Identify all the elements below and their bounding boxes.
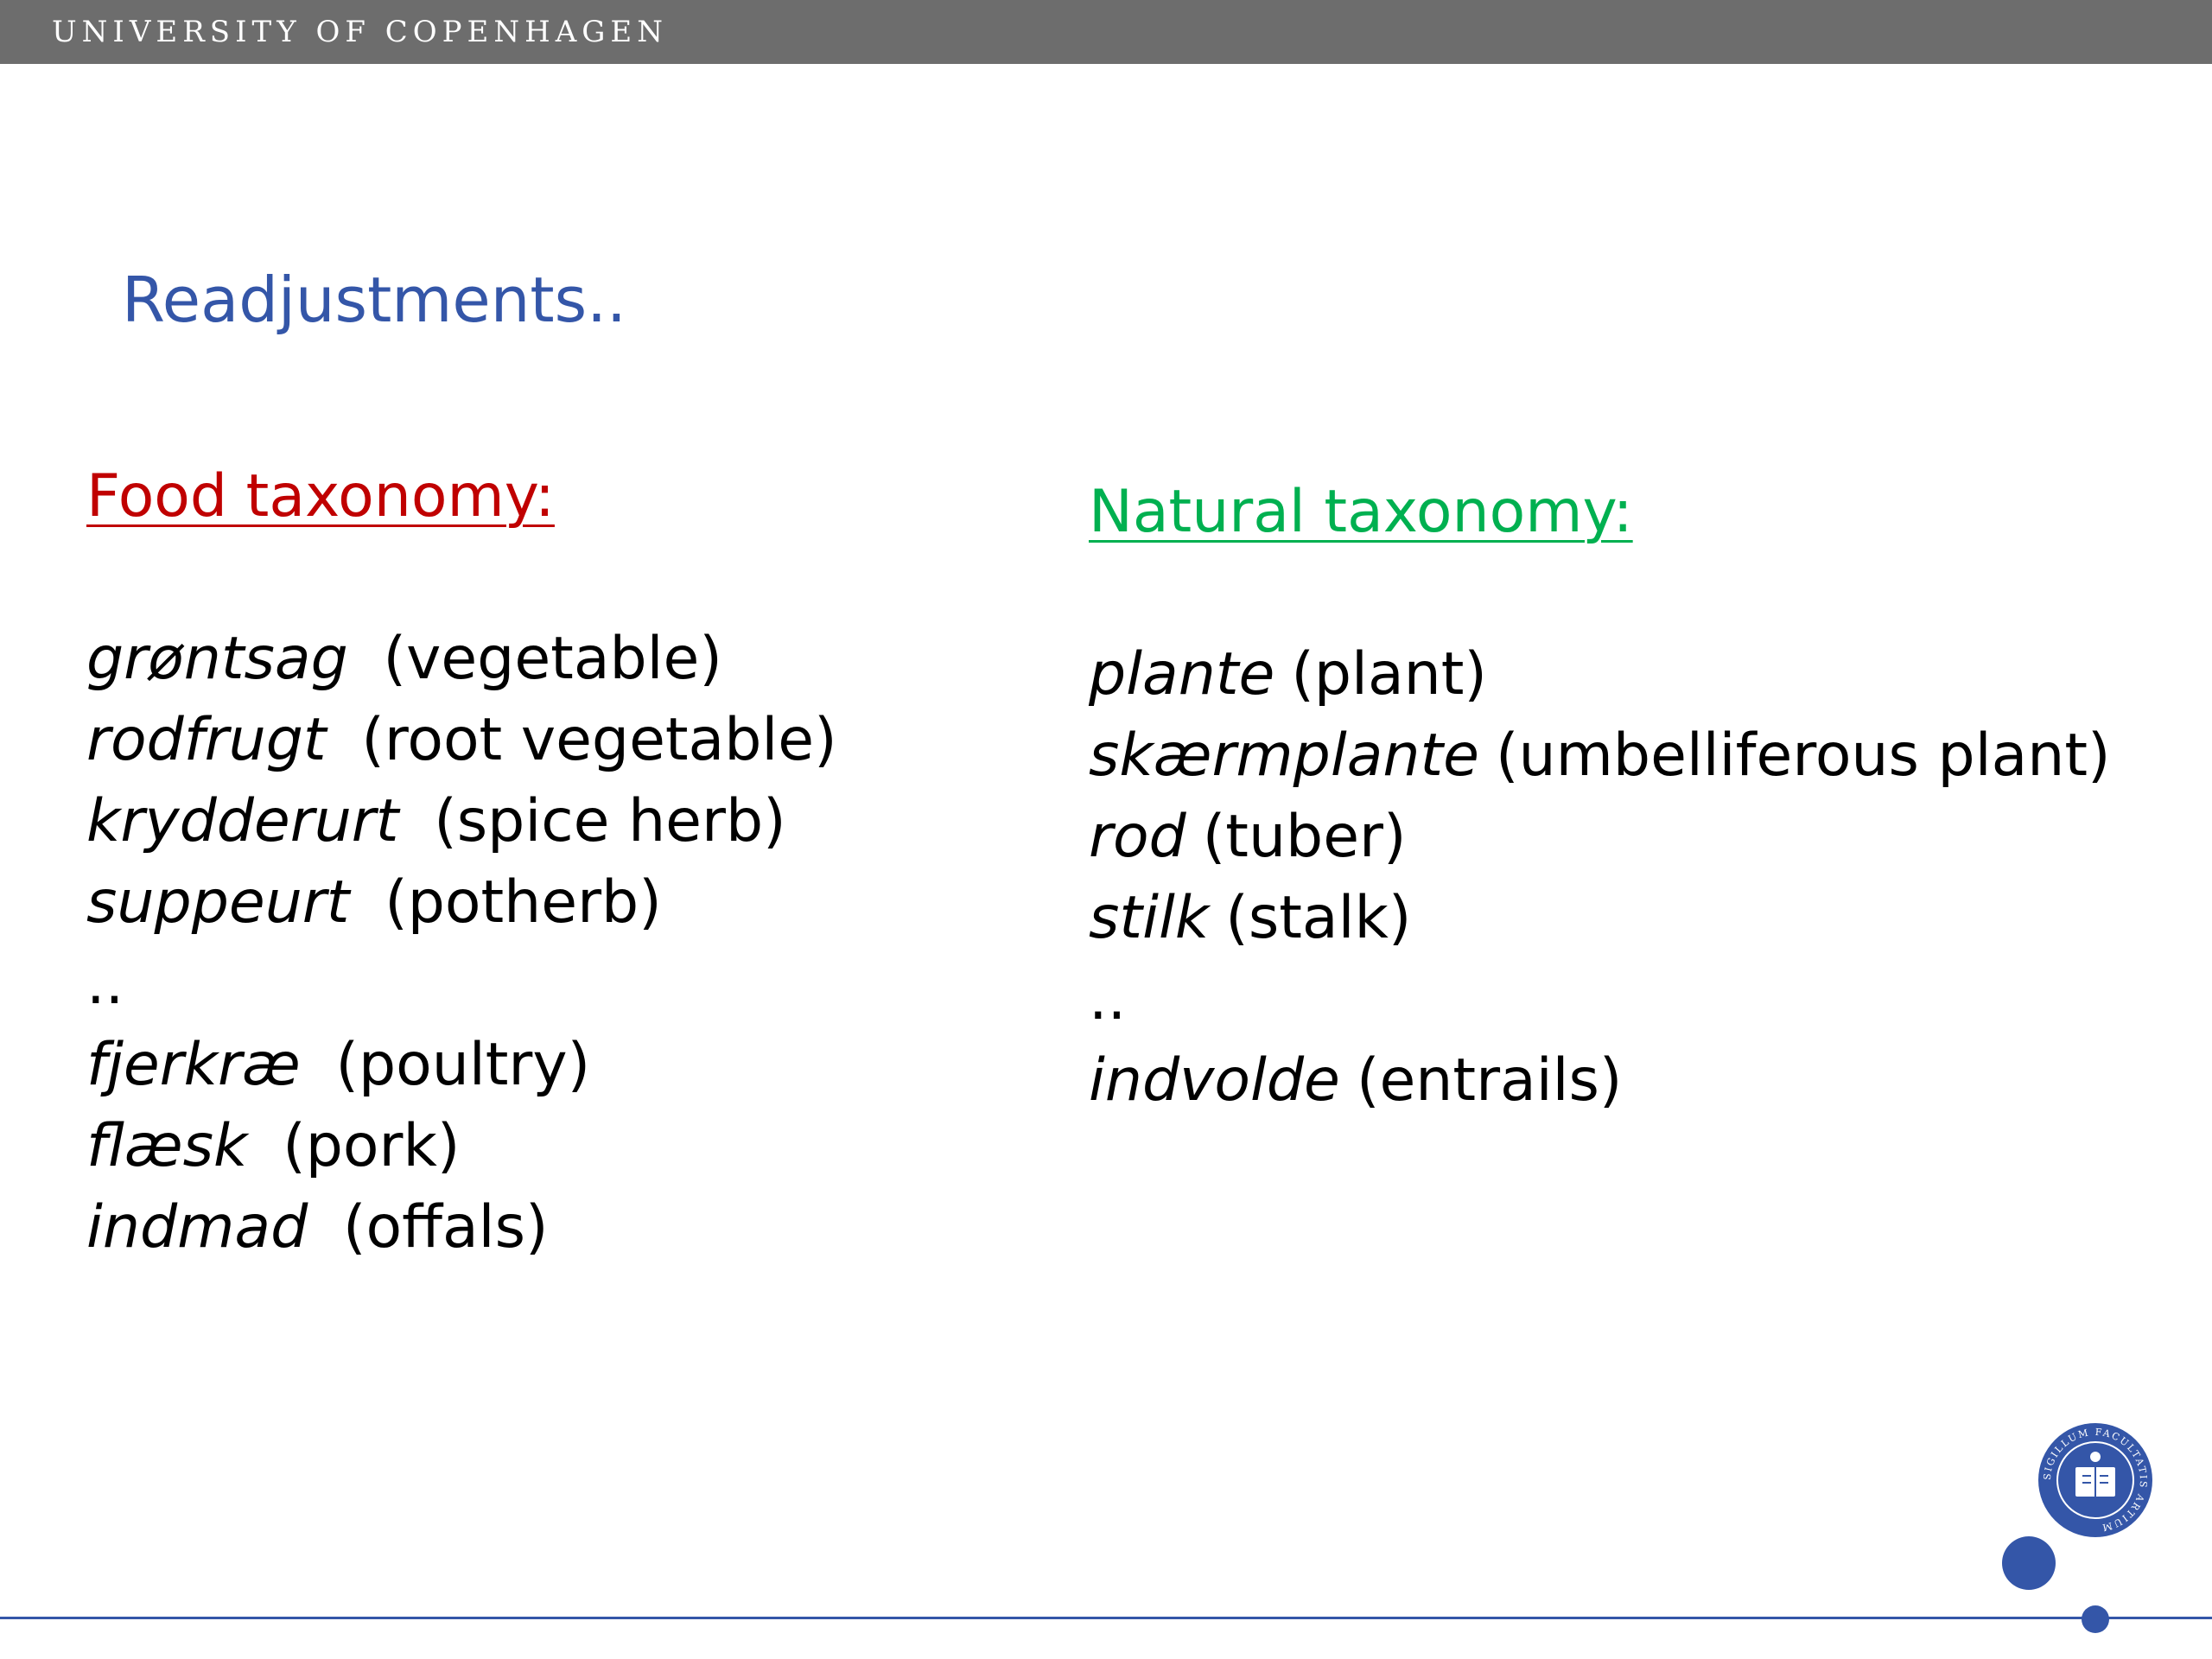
- gloss: (spice herb): [434, 787, 786, 855]
- gloss: (potherb): [385, 868, 662, 937]
- list-item: [86, 619, 837, 700]
- list-item: [86, 944, 837, 1025]
- natural-taxonomy-column: [1089, 474, 2111, 1122]
- term: indmad: [86, 1193, 308, 1262]
- term: grøntsag: [86, 625, 348, 693]
- seal-ring-textpath: SIGILLUM FACULTATIS ARTIUM: [2041, 1426, 2150, 1534]
- food-taxonomy-heading: Food taxonomy:: [86, 462, 555, 531]
- list-item: [86, 1187, 837, 1268]
- list-item: [86, 1106, 837, 1187]
- list-item: [86, 700, 837, 781]
- term: indvolde: [1089, 1046, 1340, 1115]
- slide-title: Readjustments..: [122, 264, 626, 336]
- natural-taxonomy-list: [1089, 634, 2111, 1122]
- gloss: (umbelliferous plant): [1496, 721, 2111, 790]
- natural-taxonomy-heading: Natural taxonomy:: [1089, 478, 1633, 546]
- university-seal-icon: [2037, 1422, 2153, 1538]
- gloss: (offals): [343, 1193, 549, 1262]
- term: rodfrugt: [86, 706, 327, 774]
- gloss: (plant): [1291, 640, 1487, 709]
- footer-line: [0, 1617, 2212, 1619]
- footer-dot-large: [2002, 1536, 2056, 1590]
- food-taxonomy-list: [86, 619, 837, 1268]
- institution-name: UNIVERSITY OF COPENHAGEN: [52, 15, 669, 49]
- gloss: (root vegetable): [361, 706, 837, 774]
- term: flæsk: [86, 1112, 248, 1180]
- list-item: [86, 862, 837, 944]
- list-item: [1089, 1040, 2111, 1122]
- list-item: [1089, 959, 2111, 1040]
- list-item: [86, 781, 837, 862]
- term: plante: [1089, 640, 1275, 709]
- list-item: [1089, 878, 2111, 959]
- food-taxonomy-column: [86, 458, 837, 1268]
- term: rod: [1089, 803, 1186, 871]
- term: skærmplante: [1089, 721, 1479, 790]
- ellipsis: ..: [86, 950, 124, 1018]
- term: krydderurt: [86, 787, 399, 855]
- ellipsis: ..: [1089, 965, 1127, 1033]
- gloss: (pork): [283, 1112, 461, 1180]
- gloss: (poultry): [335, 1031, 591, 1099]
- gloss: (tuber): [1202, 803, 1407, 871]
- list-item: [86, 1025, 837, 1106]
- seal-figure-head: [2090, 1452, 2101, 1462]
- list-item: [1089, 797, 2111, 878]
- term: fjerkræ: [86, 1031, 301, 1099]
- footer-dot-small: [2082, 1605, 2109, 1633]
- gloss: (stalk): [1225, 884, 1412, 952]
- gloss: (entrails): [1356, 1046, 1623, 1115]
- term: suppeurt: [86, 868, 350, 937]
- list-item: [1089, 634, 2111, 715]
- list-item: [1089, 715, 2111, 797]
- gloss: (vegetable): [383, 625, 722, 693]
- term: stilk: [1089, 884, 1210, 952]
- header-bar: [0, 0, 2212, 64]
